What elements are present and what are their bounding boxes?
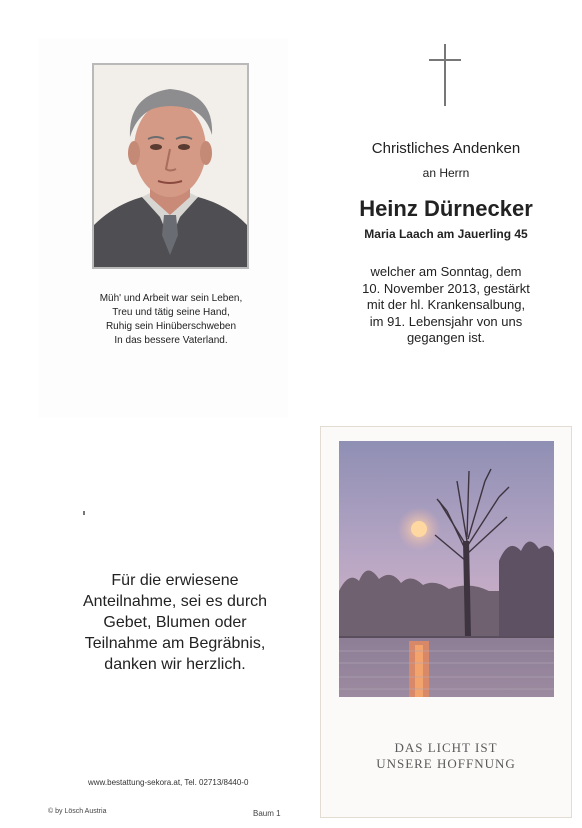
poem-line: Treu und tätig seine Hand, xyxy=(112,307,230,318)
sunset-landscape-image xyxy=(339,441,554,697)
copyright-text: © by Lösch Austria xyxy=(48,808,107,815)
deceased-name: Heinz Dürnecker xyxy=(359,196,533,221)
poem-line: Ruhig sein Hinüberschweben xyxy=(105,321,237,332)
thanks-line: Gebet, Blumen oder xyxy=(103,614,247,631)
design-code: Baum 1 xyxy=(253,809,281,818)
motto-line: DAS LICHT IST xyxy=(394,740,498,755)
thanks-message xyxy=(60,570,290,675)
portrait-photo xyxy=(92,63,249,269)
card-motto xyxy=(330,740,562,772)
thanks-line: danken wir herzlich. xyxy=(104,656,246,673)
scan-mark xyxy=(83,511,85,515)
motto-line: UNSERE HOFFNUNG xyxy=(376,756,516,771)
thanks-line: Anteilnahme, sei es durch xyxy=(82,593,268,610)
thanks-line: Für die erwiesene xyxy=(111,572,239,589)
thanks-line: Teilnahme am Begräbnis, xyxy=(84,635,266,652)
memorial-poem xyxy=(62,292,280,348)
poem-line: Müh' und Arbeit war sein Leben, xyxy=(99,293,243,304)
portrait-image xyxy=(94,65,247,267)
bio-line: im 91. Lebensjahr von uns xyxy=(369,313,523,329)
bio-line: gegangen ist. xyxy=(406,330,486,345)
bio-line: welcher am Sonntag, dem xyxy=(370,264,522,279)
death-notice-text xyxy=(330,264,562,347)
memorial-title: Christliches Andenken xyxy=(371,140,521,157)
funeral-home-contact: www.bestattung-sekora.at, Tel. 02713/8440-0 xyxy=(88,778,249,787)
cross-icon xyxy=(426,44,464,106)
deceased-address: Maria Laach am Jauerling 45 xyxy=(364,227,528,241)
bio-line: 10. November 2013, gestärkt xyxy=(362,280,530,296)
memorial-to: an Herrn xyxy=(422,166,470,180)
bio-line: mit der hl. Krankensalbung, xyxy=(366,297,526,312)
poem-line: In das bessere Vaterland. xyxy=(114,335,228,346)
